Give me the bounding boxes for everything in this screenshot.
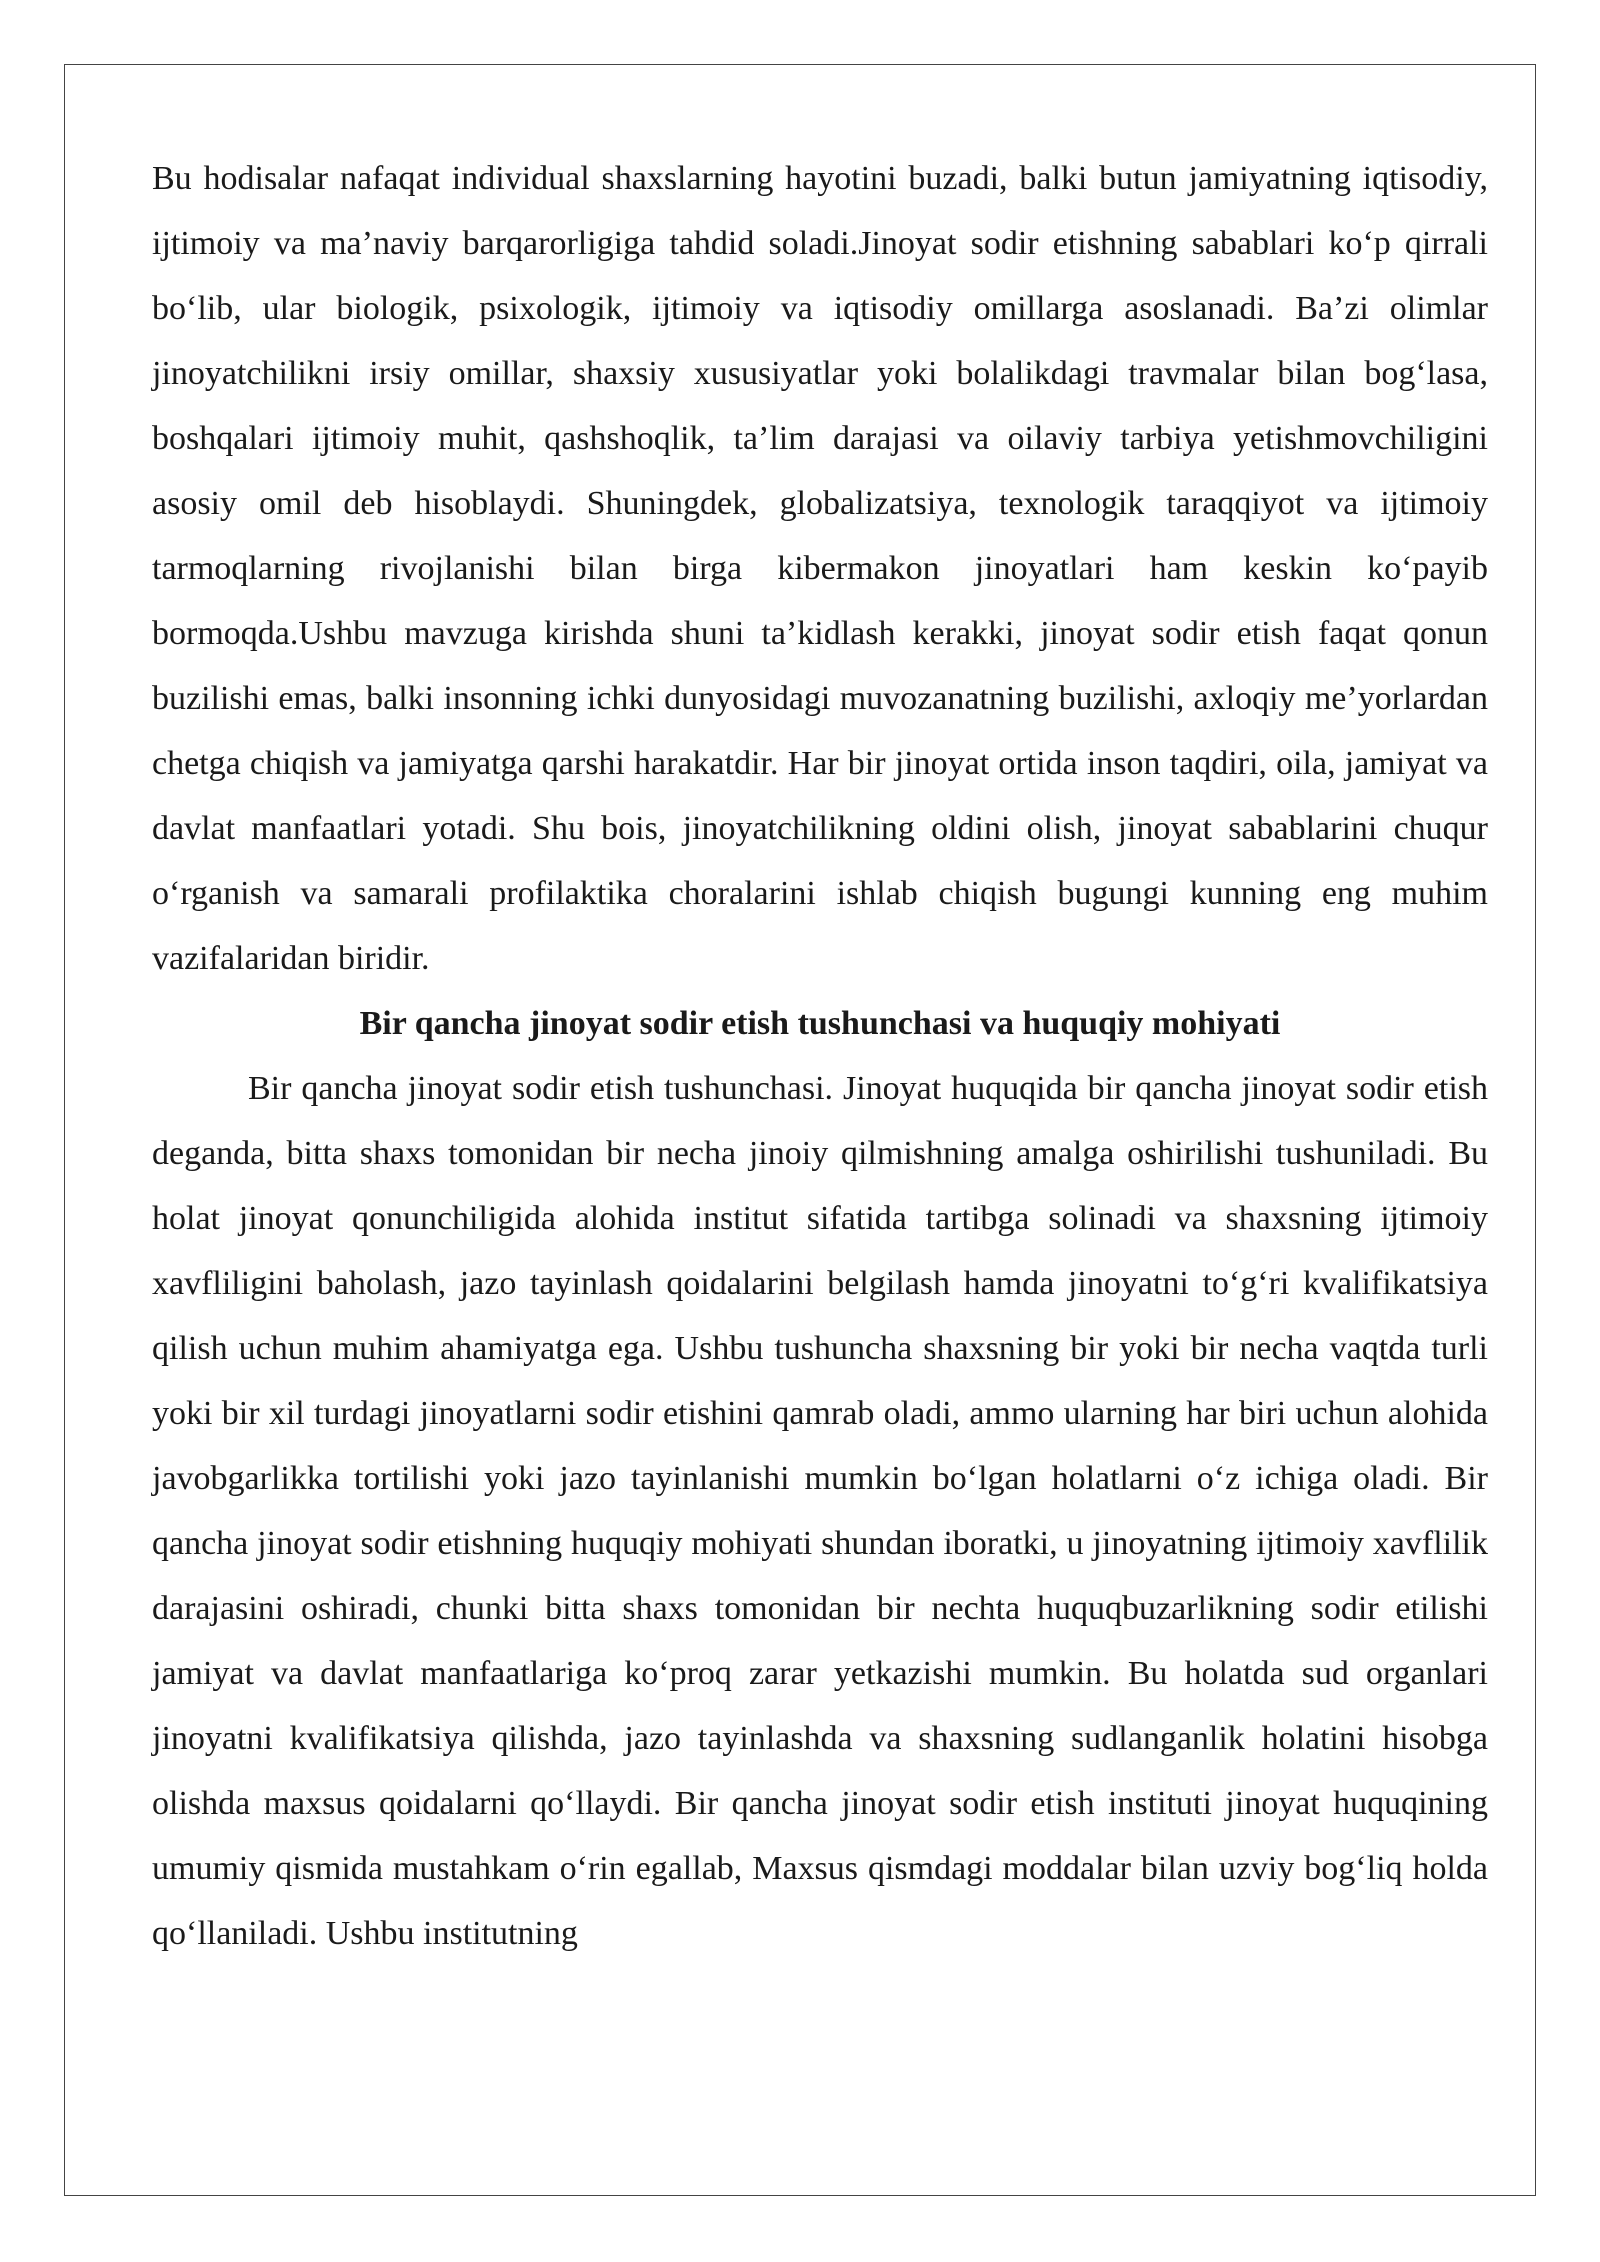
- body-paragraph-intro: Bu hodisalar nafaqat individual shaxslarning hayotini buzadi, balki butun jamiyatning iqtisodiy, ijtimoiy va ma’naviy barqarorligiga tahdid soladi.Jinoyat sodir etishning sabablari ko‘p qirrali bo‘lib, ular biologik, psixologik, ijtimoiy va iqtisodiy omillarga asoslanadi. Ba’zi olimlar jinoyatchilikni irsiy omillar, shaxsiy xususiyatlar yoki bolalikdagi travmalar bilan bog‘lasa, boshqalari ijtimoiy muhit, qashshoqlik, ta’lim darajasi va oilaviy tarbiya yetishmovchiligini asosiy omil deb hisoblaydi. Shuningdek, globalizatsiya, texnologik taraqqiyot va ijtimoiy tarmoqlarning rivojlanishi bilan birga kibermakon jinoyatlari ham keskin ko‘payib bormoqda.Ushbu mavzuga kirishda shuni ta’kidlash kerakki, jinoyat sodir etish faqat qonun buzilishi emas, balki insonning ichki dunyosidagi muvozanatning buzilishi, axloqiy me’yorlardan chetga chiqish va jamiyatga qarshi harakatdir. Har bir jinoyat ortida inson taqdiri, oila, jamiyat va davlat manfaatlari yotadi. Shu bois, jinoyatchilikning oldini olish, jinoyat sabablarini chuqur o‘rganish va samarali profilaktika choralarini ishlab chiqish bugungi kunning eng muhim vazifalaridan biridir.: [152, 160, 1488, 977]
- body-paragraph-definition: Bir qancha jinoyat sodir etish tushunchasi. Jinoyat huquqida bir qancha jinoyat sodir etish deganda, bitta shaxs tomonidan bir necha jinoiy qilmishning amalga oshirilishi tushuniladi. Bu holat jinoyat qonunchiligida alohida institut sifatida tartibga solinadi va shaxsning ijtimoiy xavfliligini baholash, jazo tayinlash qoidalarini belgilash hamda jinoyatni to‘g‘ri kvalifikatsiya qilish uchun muhim ahamiyatga ega. Ushbu tushuncha shaxsning bir yoki bir necha vaqtda turli yoki bir xil turdagi jinoyatlarni sodir etishini qamrab oladi, ammo ularning har biri uchun alohida javobgarlikka tortilishi yoki jazo tayinlanishi mumkin bo‘lgan holatlarni o‘z ichiga oladi. Bir qancha jinoyat sodir etishning huquqiy mohiyati shundan iboratki, u jinoyatning ijtimoiy xavflilik darajasini oshiradi, chunki bitta shaxs tomonidan bir nechta huquqbuzarlikning sodir etilishi jamiyat va davlat manfaatlariga ko‘proq zarar yetkazishi mumkin. Bu holatda sud organlari jinoyatni kvalifikatsiya qilishda, jazo tayinlashda va shaxsning sudlanganlik holatini hisobga olishda maxsus qoidalarni qo‘llaydi. Bir qancha jinoyat sodir etish instituti jinoyat huquqining umumiy qismida mustahkam o‘rin egallab, Maxsus qismdagi moddalar bilan uzviy bog‘liq holda qo‘llaniladi. Ushbu institutning: [152, 1070, 1488, 1952]
- section-heading: Bir qancha jinoyat sodir etish tushunchasi va huquqiy mohiyati: [359, 1005, 1281, 1042]
- document-body: [152, 146, 1488, 1966]
